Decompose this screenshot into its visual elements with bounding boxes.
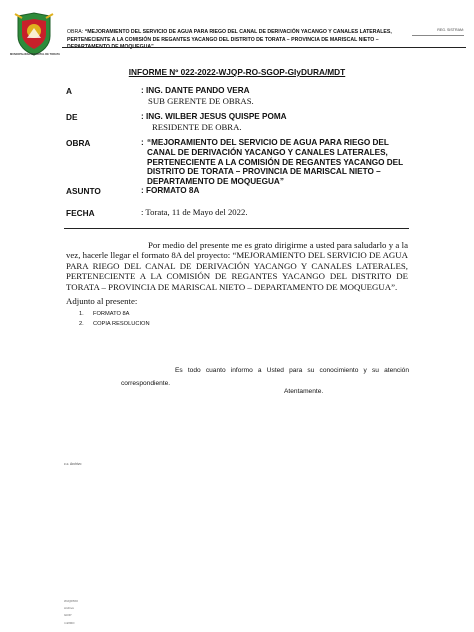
- field-fecha-label: FECHA: [66, 208, 95, 218]
- field-obra-label: OBRA: [66, 138, 91, 148]
- adjunto-label: Adjunto al presente:: [66, 296, 138, 306]
- header-divider: [62, 47, 466, 48]
- header-obra-text: “MEJORAMIENTO DEL SERVICIO DE AGUA PARA RIEGO DEL CANAL DE DERIVACIÓN YACANGO Y CANALES LATERALES, PERTENECIENTE A LA COMISIÓN DE REGANTES YACANGO DEL DISTRITO DE TORATA – PROVINCIA DE MARISCAL NIETO – DEPARTAMENTO DE MOQUEGUA”: [67, 29, 392, 51]
- footer-line: Archivo: [64, 606, 75, 611]
- field-obra-value: “MEJORAMIENTO DEL SERVICIO DE AGUA PARA RIEGO DEL CANAL DE DERIVACIÓN YACANGO Y CANALES LATERALES, PERTENECIENTE A LA COMISIÓN DE REGANTES YACANGO DEL DISTRITO DE TORATA – PROVINCIA DE MARISCAL NIETO – DEPARTAMENTO DE MOQUEGUA”: [147, 138, 403, 187]
- list-item-text: FORMATO 8A: [93, 311, 130, 317]
- municipal-logo: [12, 12, 56, 66]
- field-fecha-value: : Torata, 11 de Mayo del 2022.: [141, 207, 248, 217]
- reg-sistram-box: REG. SISTRAM:: [412, 28, 464, 36]
- list-item: [79, 310, 150, 320]
- report-title-text: INFORME Nº 022-2022-WJQP-RO-SGOP-GIyDURA/MDT: [128, 67, 346, 77]
- body-paragraph-text: Por medio del presente me es grato dirigirme a usted para saludarlo y a la vez, hacerle llegar el formato 8A del proyecto: “MEJORAMIENTO DEL SERVICIO DE AGUA PARA RIEGO DEL CANAL DE DERIVACIÓN YACANGO Y CANALES LATERALES, PERTENECIENTE A LA COMISIÓN DE REGANTES YACANGO DEL DISTRITO DE TORATA – PROVINCIA DE MARISCAL NIETO – DEPARTAMENTO DE MOQUEGUA”.: [66, 240, 408, 292]
- logo-caption: MUNICIPALIDAD DISTRITAL DE TORATA: [10, 53, 60, 56]
- body-paragraph: [66, 240, 408, 292]
- field-asunto-value: : FORMATO 8A: [141, 186, 200, 195]
- field-obra-colon: :: [141, 138, 144, 147]
- report-title: [0, 67, 474, 77]
- closing-text: Es todo cuanto informo a Usted para su conocimiento y su atención correspondiente.: [121, 367, 409, 387]
- list-item-number: 1.: [79, 311, 84, 317]
- footer-initials: [64, 598, 78, 627]
- list-item-text: COPIA RESOLUCION: [93, 320, 150, 327]
- field-de-role: RESIDENTE DE OBRA.: [152, 122, 242, 132]
- field-a-role: SUB GERENTE DE OBRAS.: [148, 96, 254, 106]
- atentamente-text: Atentamente.: [284, 388, 324, 395]
- footer-line: GIOP: [64, 613, 72, 618]
- field-a-label: A: [66, 86, 72, 96]
- footer-line: WJQP/RO: [64, 599, 78, 603]
- cc-archivo: c.c. Archivo: [64, 462, 82, 466]
- attachment-list: [79, 310, 150, 329]
- list-item: [79, 320, 150, 330]
- list-item-number: 2.: [79, 320, 84, 327]
- field-de-label: DE: [66, 112, 78, 122]
- field-de-name: : ING. WILBER JESUS QUISPE POMA: [141, 112, 287, 121]
- field-asunto-label: ASUNTO: [66, 186, 101, 196]
- header-obra-label: OBRA:: [67, 29, 84, 35]
- separator-line: [64, 228, 409, 229]
- header-obra: [67, 29, 409, 52]
- footer-line: rmf/IRO: [64, 620, 75, 625]
- field-a-name: : ING. DANTE PANDO VERA: [141, 86, 250, 95]
- closing-paragraph: [121, 365, 409, 390]
